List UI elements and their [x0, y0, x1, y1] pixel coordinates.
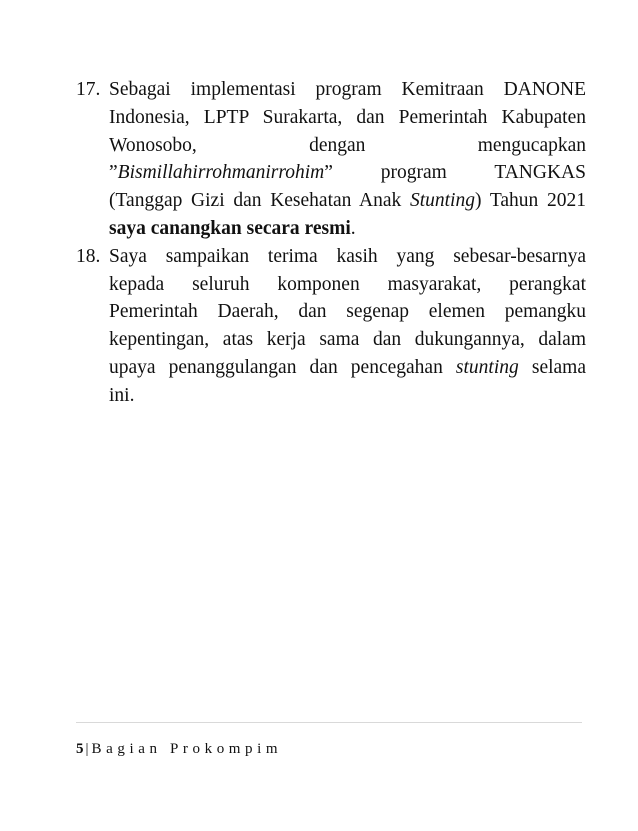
text-run: ” program TANGKAS — [324, 162, 586, 184]
text-run: Pemerintah Daerah, dan segenap elemen pemangku — [109, 301, 586, 323]
text-run: selama — [518, 356, 587, 378]
text-line — [109, 354, 586, 382]
text-line — [109, 382, 586, 410]
list-item-text — [109, 76, 586, 243]
text-run: ” — [109, 162, 118, 184]
list-item-number: 17. — [76, 79, 101, 100]
list-item — [76, 76, 586, 243]
list-item — [76, 243, 586, 410]
text-run: Indonesia, LPTP Surakarta, dan Pemerintah Kabupaten — [109, 106, 586, 128]
text-line — [109, 104, 586, 132]
list-item-number: 18. — [76, 245, 101, 267]
text-line — [109, 132, 586, 160]
text-run: Wonosobo, dengan mengucapkan — [109, 134, 586, 156]
footer-divider — [76, 722, 582, 723]
italic-text: Bismillahirrohmanirrohim — [117, 162, 325, 184]
footer-section-title: Bagian Prokompim — [91, 741, 283, 757]
text-run: upaya penanggulangan dan pencegahan — [109, 356, 456, 378]
italic-text: stunting — [455, 356, 519, 378]
text-run: ini. — [109, 384, 135, 406]
footer-separator: | — [85, 741, 89, 757]
page-number: 5 — [76, 741, 84, 757]
text-line — [109, 215, 586, 243]
text-line — [109, 271, 586, 299]
numbered-list — [76, 76, 586, 410]
italic-text: Stunting — [409, 190, 475, 212]
text-line — [109, 187, 586, 215]
text-line — [109, 298, 586, 326]
text-run: ) Tahun 2021 — [474, 190, 586, 212]
text-line — [109, 326, 586, 354]
text-run: kepentingan, atas kerja sama dan dukungannya, dalam — [109, 329, 586, 351]
bold-text: saya canangkan secara resmi — [109, 217, 351, 239]
text-line — [109, 243, 586, 271]
page-footer — [76, 741, 282, 758]
text-run: . — [350, 217, 356, 239]
text-run: (Tanggap Gizi dan Kesehatan Anak — [109, 190, 410, 212]
text-line — [109, 159, 586, 187]
list-item-text — [109, 243, 586, 410]
text-line — [109, 76, 586, 104]
text-run: Sebagai implementasi program Kemitraan DANONE — [109, 79, 586, 100]
text-run: Saya sampaikan terima kasih yang sebesar-besarnya — [109, 245, 586, 267]
text-run: kepada seluruh komponen masyarakat, perangkat — [109, 273, 586, 295]
